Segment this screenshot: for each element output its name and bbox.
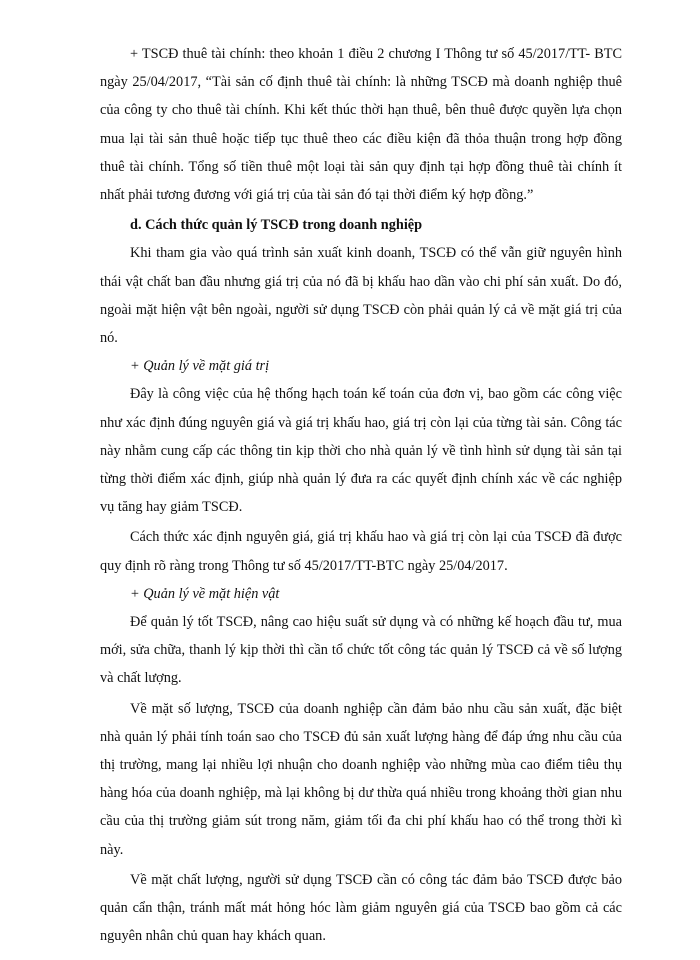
document-body (100, 40, 622, 951)
paragraph-valuation-method: Cách thức xác định nguyên giá, giá trị khấu hao và giá trị còn lại của TSCĐ đã được quy định rõ ràng trong Thông tư số 45/2017/TT-BTC ngày 25/04/2017. (100, 529, 622, 574)
paragraph-accounting-system: Đây là công việc của hệ thống hạch toán kế toán của đơn vị, bao gồm các công việc như xác định đúng nguyên giá và giá trị khấu hao, giá trị còn lại của từng tài sản. Công tác này nhằm cung cấp các thông tin kịp thời cho nhà quản lý về tình hình sử dụng tài sản tại từng thời điểm xác định, giúp nhà quản lý đưa ra các quyết định chính xác về các nghiệp vụ tăng hay giảm TSCĐ. (100, 386, 622, 516)
section-heading-d: d. Cách thức quản lý TSCĐ trong doanh nghiệp (130, 217, 423, 234)
subheading-physical-management: + Quản lý về mặt hiện vật (130, 585, 280, 602)
paragraph-quality: Về mặt chất lượng, người sử dụng TSCĐ cần có công tác đảm bảo TSCĐ được bảo quản cẩn thận, tránh mất mát hỏng hóc làm giảm nguyên giá của TSCĐ bao gồm cả các nguyên nhân chủ quan hay khách quan. (100, 871, 622, 945)
paragraph-quantity: Về mặt số lượng, TSCĐ của doanh nghiệp cần đảm bảo nhu cầu sản xuất, đặc biệt nhà quản lý phải tính toán sao cho TSCĐ đủ sản xuất lượng hàng để đáp ứng nhu cầu của thị trường, mang lại nhiều lợi nhuận cho doanh nghiệp vào những mùa cao điểm tiêu thụ hàng hóa của doanh nghiệp, mà lại không bị dư thừa quá nhiều trong khoảng thời gian nhu cầu của thị trường giảm sút trong năm, giảm tối đa chi phí khấu hao có thể trong thời kì này. (100, 700, 622, 858)
paragraph-intro-management: Khi tham gia vào quá trình sản xuất kinh doanh, TSCĐ có thể vẫn giữ nguyên hình thái vật chất ban đầu nhưng giá trị của nó đã bị khấu hao dần vào chi phí sản xuất. Do đó, ngoài mặt hiện vật bên ngoài, người sử dụng TSCĐ còn phải quản lý cả về mặt giá trị của nó. (100, 245, 622, 347)
paragraph-finance-lease: + TSCĐ thuê tài chính: theo khoản 1 điều 2 chương I Thông tư số 45/2017/TT- BTC ngày 25/04/2017, “Tài sản cố định thuê tài chính: là những TSCĐ mà doanh nghiệp thuê của công ty cho thuê tài chính. Khi kết thúc thời hạn thuê, bên thuê được quyền lựa chọn mua lại tài sản thuê hoặc tiếp tục thuê theo các điều kiện đã thỏa thuận trong hợp đồng thuê tài chính. Tổng số tiền thuê một loại tài sản quy định tại hợp đồng thuê tài chính ít nhất phải tương đương với giá trị của tài sản đó tại thời điểm ký hợp đồng.” (100, 46, 622, 204)
paragraph-good-management: Để quản lý tốt TSCĐ, nâng cao hiệu suất sử dụng và có những kế hoạch đầu tư, mua mới, sửa chữa, thanh lý kịp thời thì cần tổ chức tốt công tác quản lý TSCĐ cả về số lượng và chất lượng. (100, 614, 622, 687)
subheading-value-management: + Quản lý về mặt giá trị (130, 358, 270, 375)
